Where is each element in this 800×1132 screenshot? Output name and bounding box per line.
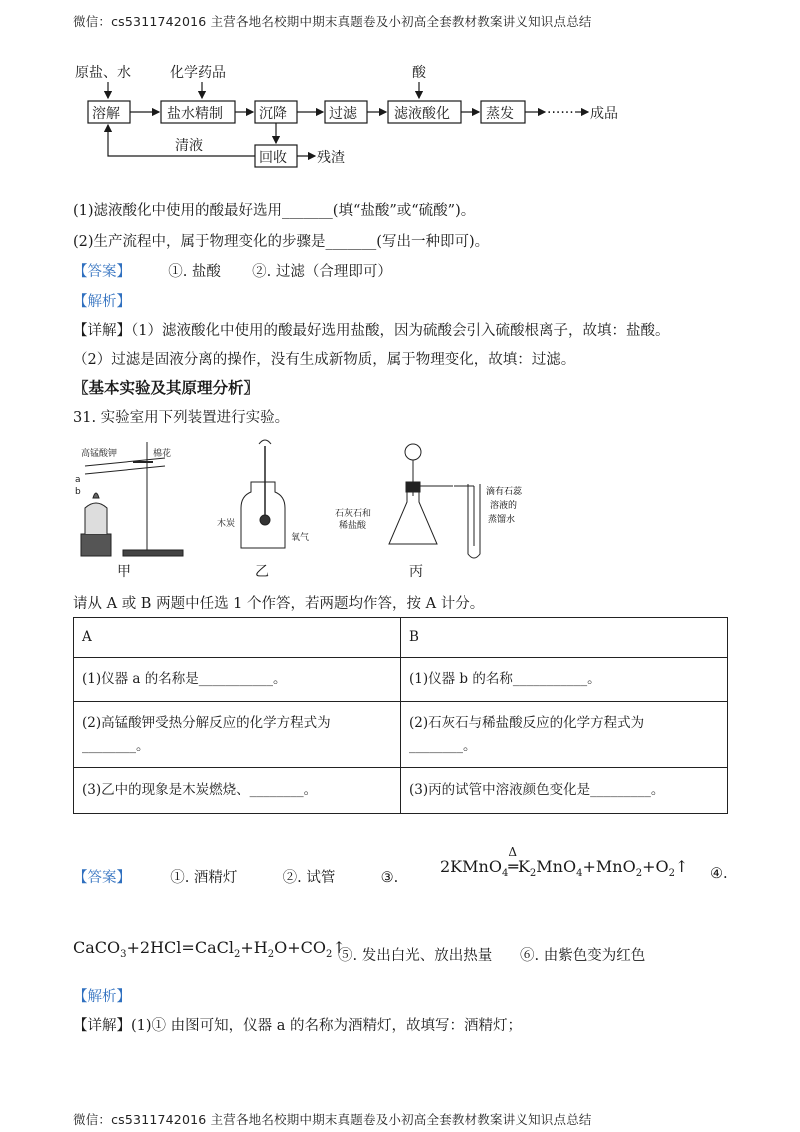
- eq1-sub: 4: [501, 868, 509, 880]
- table-cell: (3)乙中的现象是木炭燃烧、________。: [74, 768, 401, 814]
- q31-stem: 31. 实验室用下列装置进行实验。: [73, 410, 290, 426]
- q31-answer-6: ⑥. 由紫色变为红色: [520, 948, 646, 964]
- eq1-part: K: [517, 857, 530, 876]
- q31-analysis-tag: 【解析】: [73, 989, 131, 1005]
- table-row: [74, 618, 728, 658]
- jia-cotton-label: 棉花: [153, 449, 172, 459]
- q31-answer-2: ②. 试管: [282, 870, 336, 886]
- eq1-condition: Δ: [508, 845, 517, 859]
- answer-tag: 【答案】: [73, 264, 131, 280]
- bing-tube-line3: 蒸馏水: [488, 515, 516, 525]
- table-row: [74, 702, 728, 768]
- jia-b-label: b: [75, 487, 81, 497]
- bing-tube-line1: 滴有石蕊: [486, 487, 523, 497]
- jia-chem-label: 高锰酸钾: [81, 449, 118, 459]
- q31-equation-2: [73, 938, 346, 960]
- eq1-sub: 4: [576, 868, 583, 880]
- q31-answer-1: ①. 酒精灯: [170, 870, 238, 886]
- flow-box-refine: 盐水精制: [167, 106, 223, 122]
- flow-tail-dots: ······: [547, 105, 574, 121]
- flow-box-filter: 过滤: [329, 106, 357, 122]
- table-blank: ________。: [409, 737, 477, 754]
- apparatus-jia: [81, 442, 183, 556]
- flow-label-chemicals: 化学药品: [170, 65, 226, 81]
- q30-question-1: (1)滤液酸化中使用的酸最好选用_______(填“盐酸”或“硫酸”)。: [73, 203, 476, 219]
- yi-label: 乙: [255, 564, 269, 580]
- q31-answer-5: ⑤. 发出白光、放出热量: [338, 948, 493, 964]
- q30-detail-1: [73, 319, 669, 340]
- flow-residue: 残渣: [317, 150, 345, 166]
- process-flowchart: [60, 58, 660, 176]
- q31-detail-1-text: (1)① 由图可知，仪器 a 的名称为酒精灯，故填写：酒精灯；: [131, 1018, 523, 1034]
- table-row: [74, 658, 728, 702]
- q31-answer-3-num: ③.: [380, 870, 399, 886]
- bing-reagent-line2: 稀盐酸: [339, 521, 367, 531]
- flow-box-evaporate: 蒸发: [486, 106, 514, 122]
- q31-detail-1: [73, 1014, 522, 1035]
- eq2-arrow: ↑: [332, 938, 346, 957]
- answer-tag: 【答案】: [73, 870, 131, 886]
- eq1-sub: 2: [668, 868, 675, 880]
- apparatus-bing: [389, 444, 453, 544]
- eq2-sub: 2: [325, 949, 333, 961]
- flow-product: 成品: [590, 106, 618, 122]
- table-cell: [401, 702, 728, 768]
- jia-a-label: a: [75, 475, 81, 485]
- table-cell: (1)仪器 a 的名称是___________。: [74, 658, 401, 702]
- table-cell: (3)丙的试管中溶液颜色变化是_________。: [401, 768, 728, 814]
- q31-answer-row-1: [73, 866, 398, 887]
- detail-tag: 【详解】: [73, 323, 131, 339]
- flow-box-settle: 沉降: [259, 106, 287, 122]
- bing-tube-line2: 溶液的: [490, 501, 518, 511]
- flow-return-label: 清液: [175, 138, 203, 154]
- eq1-part: +O: [642, 857, 669, 876]
- page-header: 微信：cs5311742016 主营各地名校期中期末真题卷及小初高全套教材教案讲义知识点总结: [73, 14, 592, 29]
- table-cell: (1)仪器 b 的名称___________。: [401, 658, 728, 702]
- apparatus-yi: [241, 440, 285, 548]
- page-footer: 微信：cs5311742016 主营各地名校期中期末真题卷及小初高全套教材教案讲义知识点总结: [73, 1112, 592, 1127]
- q31-equation-1: 2KMnO$_4$ Δ $═K_2MnO_4+MnO_2+O_2↑$: [440, 845, 689, 880]
- flow-box-dissolve: 溶解: [92, 106, 120, 122]
- eq1-part: MnO: [536, 857, 577, 876]
- eq2-part: +H: [240, 938, 268, 957]
- flow-box-recover: 回收: [259, 150, 287, 166]
- eq2-part: CaCO: [73, 938, 121, 957]
- flow-label-acid: 酸: [412, 65, 426, 81]
- bing-label: 丙: [409, 564, 423, 580]
- q30-analysis-tag: 【解析】: [73, 294, 131, 310]
- eq2-sub: 3: [120, 949, 127, 961]
- table-cell: [74, 702, 401, 768]
- flow-box-acidify: 滤液酸化: [394, 106, 450, 122]
- eq2-part: O+CO: [274, 938, 326, 957]
- table-cell-text: (2)高锰酸钾受热分解反应的化学方程式为: [82, 714, 331, 731]
- eq2-sub: 2: [267, 949, 275, 961]
- jia-label: 甲: [117, 564, 131, 580]
- yi-oxygen-label: 氧气: [291, 533, 310, 543]
- apparatus-figure: [73, 436, 453, 582]
- eq1-sub: 2: [635, 868, 643, 880]
- q31-answer-4-num: ④.: [710, 866, 728, 882]
- q30-detail-2: （2）过滤是固液分离的操作，没有生成新物质，属于物理变化，故填：过滤。: [73, 352, 576, 368]
- eq2-sub: 2: [233, 949, 241, 961]
- q30-answer-row: [73, 260, 392, 281]
- yi-charcoal-label: 木炭: [217, 519, 236, 529]
- q30-answer-1: ①. 盐酸: [168, 264, 221, 280]
- choice-table: [73, 617, 728, 814]
- table-head-b: B: [401, 618, 728, 658]
- table-head-a: A: [74, 618, 401, 658]
- eq1-part: 2KMnO: [440, 857, 502, 876]
- apparatus-bing-tube: [454, 436, 554, 582]
- bing-reagent-line1: 石灰石和: [335, 509, 372, 519]
- detail-tag: 【详解】: [73, 1018, 131, 1034]
- q31-instruction: 请从 A 或 B 两题中任选 1 个作答，若两题均作答，按 A 计分。: [73, 596, 485, 612]
- q30-answer-2: ②. 过滤（合理即可）: [252, 264, 392, 280]
- table-row: [74, 768, 728, 814]
- eq1-part: +MnO: [582, 857, 636, 876]
- eq2-part: +2HCl=CaCl: [126, 938, 234, 957]
- flow-label-salt-water: 原盐、水: [75, 65, 131, 81]
- q30-question-2: (2)生产流程中，属于物理变化的步骤是_______(写出一种即可)。: [73, 234, 490, 250]
- eq1-sub: 2: [529, 868, 537, 880]
- section-title: 〖基本实验及其原理分析〗: [73, 379, 260, 397]
- eq1-arrow: ↑: [674, 857, 689, 876]
- q30-detail-1-text: （1）滤液酸化中使用的酸最好选用盐酸，因为硫酸会引入硫酸根离子，故填：盐酸。: [131, 323, 670, 339]
- table-cell-text: (2)石灰石与稀盐酸反应的化学方程式为: [409, 714, 645, 731]
- table-blank: ________。: [82, 737, 150, 754]
